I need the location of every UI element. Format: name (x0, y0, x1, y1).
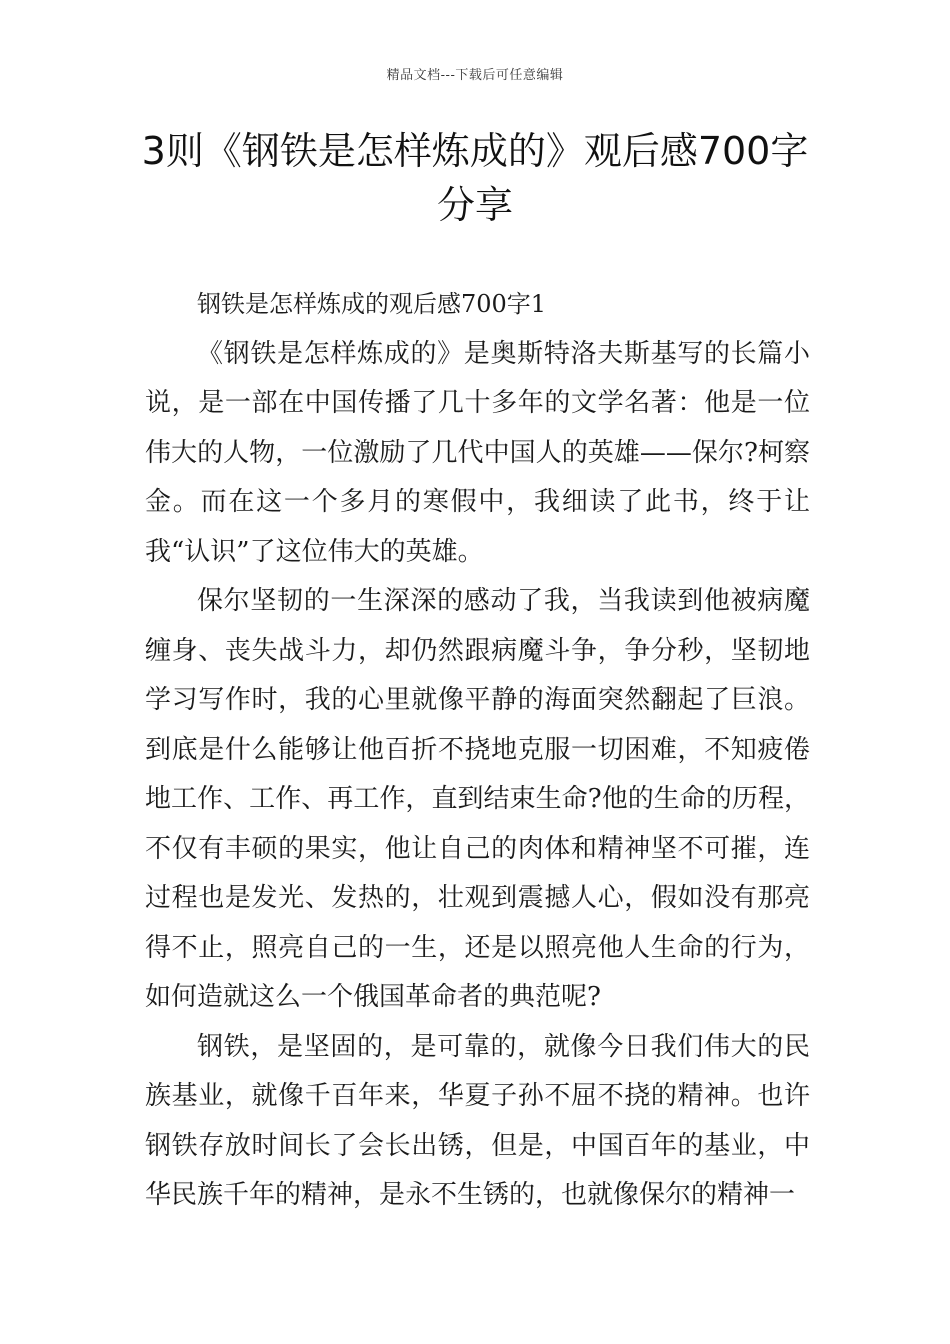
document-title: 3则《钢铁是怎样炼成的》观后感700字分享 (141, 129, 809, 227)
paragraph: 《钢铁是怎样炼成的》是奥斯特洛夫斯基写的长篇小说，是一部在中国传播了几十多年的文学名著：他是一位伟大的人物，一位激励了几代中国人的英雄——保尔?柯察金。而在这一个多月的寒假中，我细读了此书，终于让我“认识”了这位伟大的英雄。 (145, 338, 810, 567)
paragraph: 保尔坚韧的一生深深的感动了我，当我读到他被病魔缠身、丧失战斗力，却仍然跟病魔斗争，争分秒，坚韧地学习写作时，我的心里就像平静的海面突然翻起了巨浪。到底是什么能够让他百折不挠地克服一切困难，不知疲倦地工作、工作、再工作，直到结束生命?他的生命的历程，不仅有丰硕的果实，他让自己的肉体和精神坚不可摧，连过程也是发光、发热的，壮观到震撼人心，假如没有那亮得不止，照亮自己的一生，还是以照亮他人生命的行为，如何造就这么一个俄国革命者的典范呢? (145, 586, 810, 1012)
section-heading: 钢铁是怎样炼成的观后感700字1 (197, 290, 547, 318)
paragraph: 钢铁，是坚固的，是可靠的，就像今日我们伟大的民族基业，就像千百年来，华夏子孙不屈不挠的精神。也许钢铁存放时间长了会长出锈，但是，中国百年的基业，中华民族千年的精神，是永不生锈的，也就像保尔的精神一 (145, 1031, 810, 1210)
document-body (145, 280, 810, 1221)
header-note: 精品文档---下载后可任意编辑 (386, 68, 564, 83)
